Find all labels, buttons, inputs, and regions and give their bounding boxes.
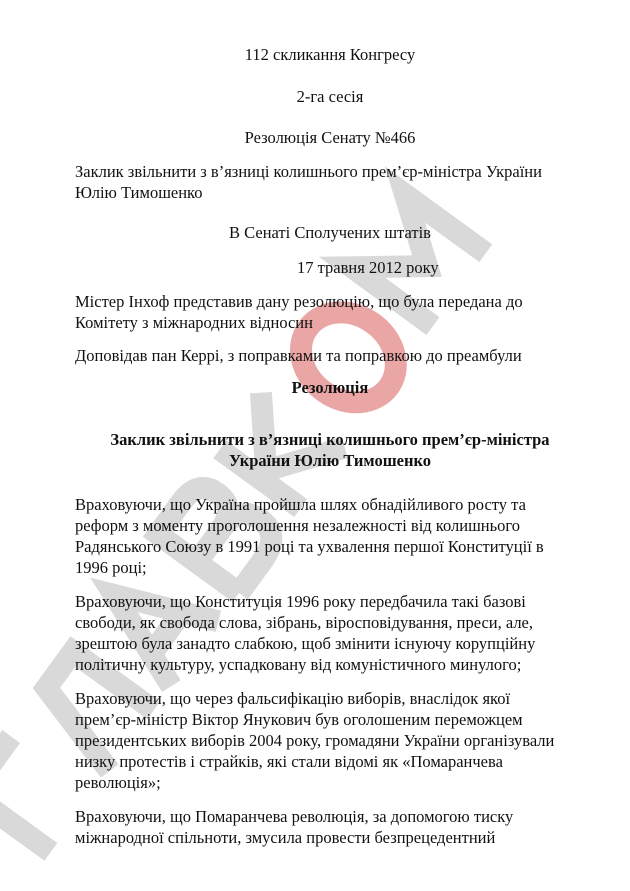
date-line: 17 травня 2012 року [297,258,439,277]
text-line: Враховуючи, що Помаранчева революція, за допомогою тиску [75,807,514,826]
congress-line: 112 скликання Конгресу [244,45,416,64]
text-line: реформ з моменту проголошення незалежності від колишнього [75,516,520,535]
body-paragraph [75,688,585,793]
text-line: свободи, як свобода слова, зібрань, віросповідування, преси, але, [75,613,533,632]
intro-paragraph [75,291,585,333]
text-line: революція»; [75,773,161,792]
session-line: 2-га сесія [296,87,364,106]
text-line: міжнародної спільноти, змусила провести безпрецедентний [75,828,496,847]
resolution-title [75,429,585,471]
text-line: президентських виборів 2004 року, громадяни України організували [75,731,555,750]
text-line: Радянського Союзу в 1991 році та ухвалення першої Конституції в [75,537,544,556]
text-line: України Юлію Тимошенко [228,451,432,470]
text-line: Містер Інхоф представив дану резолюцію, що була передана до [75,292,523,311]
text-line: прем’єр-міністр Віктор Янукович був оголошеним переможцем [75,710,523,729]
text-line: низку протестів і страйків, які стали відомі як «Помаранчева [75,752,503,771]
resolution-number: Резолюція Сенату №466 [244,128,416,147]
body-paragraph [75,494,585,578]
text-line: Враховуючи, що Україна пройшла шлях обнадійливого росту та [75,495,526,514]
text-line: Враховуючи, що Конституція 1996 року передбачила такі базові [75,592,526,611]
title-line: Заклик звільнити з в’язниці колишнього прем’єр-міністра України [75,162,542,181]
resolution-heading: Резолюція [291,378,369,397]
text-line: Заклик звільнити з в’язниці колишнього прем’єр-міністра [110,430,550,449]
title-line: Юлію Тимошенко [75,183,203,202]
text-line: Враховуючи, що через фальсифікацію виборів, внаслідок якої [75,689,511,708]
header-title [75,161,585,203]
text-line: Комітету з міжнародних відносин [75,313,313,332]
text-line: Доповідав пан Керрі, з поправками та поправкою до преамбули [75,346,522,365]
text-line: зрештою була занадто слабкою, щоб змінити існуючу корупційну [75,634,536,653]
intro-paragraph [75,345,585,366]
text-line: політичну культуру, успадковану від комуністичного минулого; [75,655,522,674]
body-paragraph [75,806,585,848]
body-paragraph [75,591,585,675]
text-line: 1996 році; [75,558,147,577]
chamber-line: В Сенаті Сполучених штатів [229,223,431,242]
